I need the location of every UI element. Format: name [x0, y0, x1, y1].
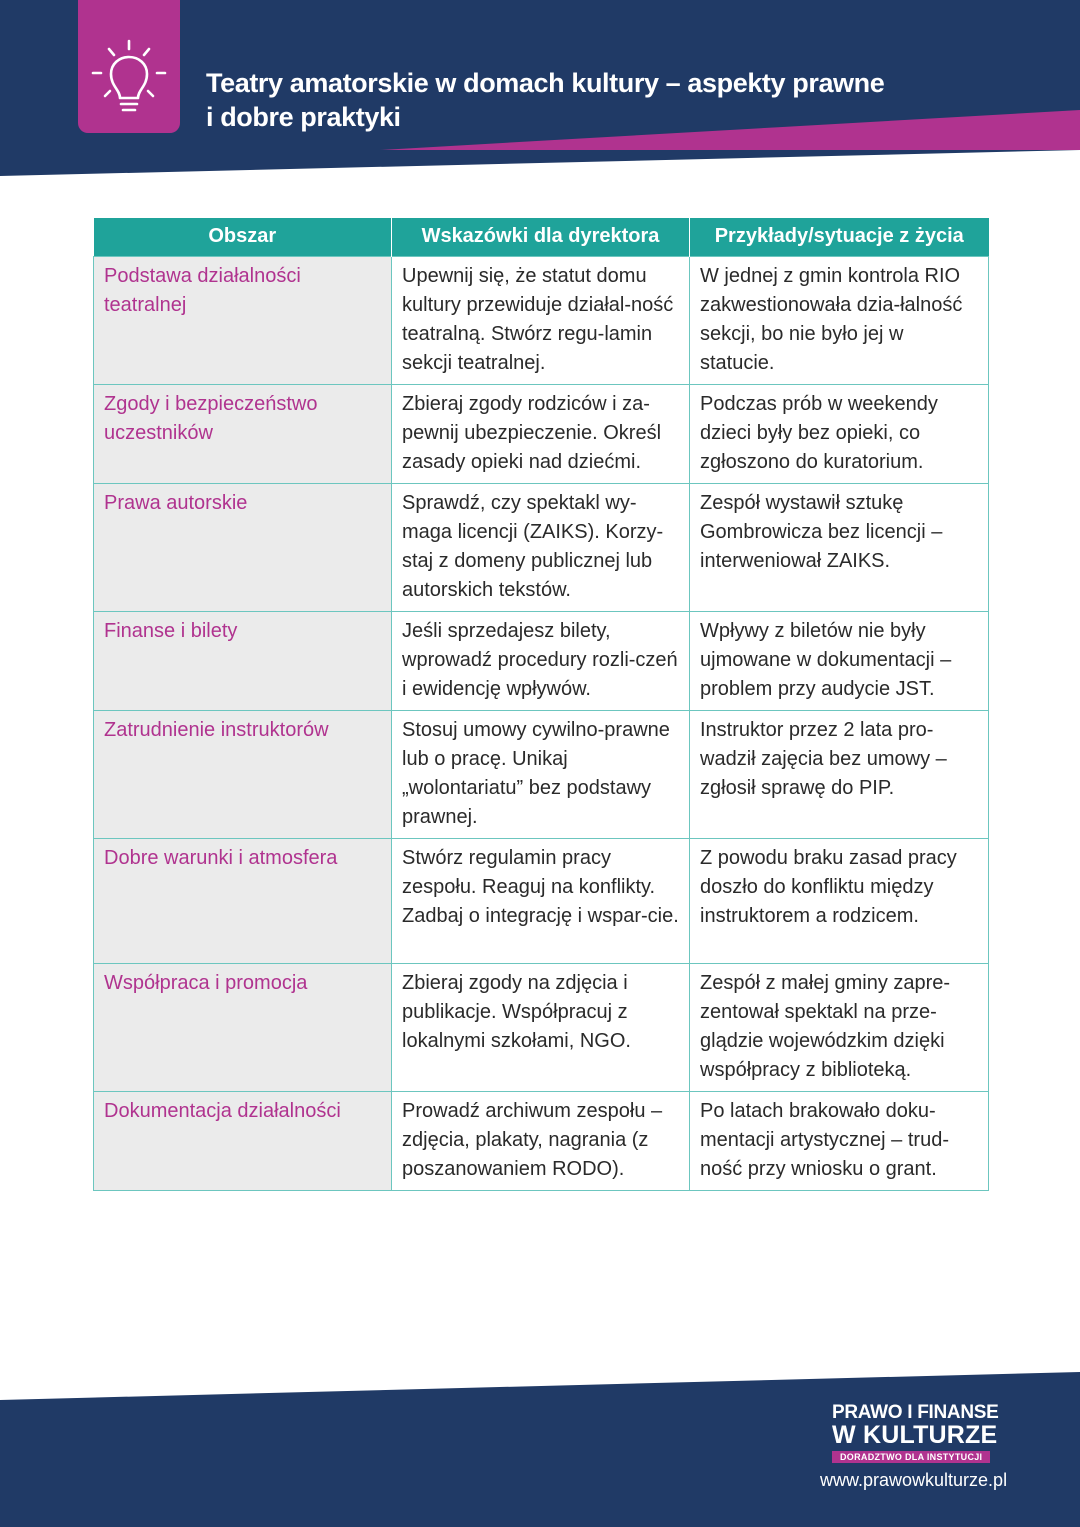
- table-row: [94, 256, 989, 384]
- table-header-row: [94, 218, 989, 256]
- example-cell: W jednej z gmin kontrola RIO zakwestionowała dzia-łalność sekcji, bo nie było jej w statucie.: [690, 256, 989, 384]
- tip-cell: Stwórz regulamin pracy zespołu. Reaguj na konflikty. Zadbaj o integrację i wspar-cie.: [392, 838, 690, 963]
- page-title-line-2: i dobre praktyki: [206, 102, 401, 132]
- column-header-tips: Wskazówki dla dyrektora: [392, 218, 690, 256]
- table-row: [94, 611, 989, 710]
- tip-cell: Zbieraj zgody na zdjęcia i publikacje. Współpracuj z lokalnymi szkołami, NGO.: [392, 963, 690, 1091]
- table-row: [94, 384, 989, 483]
- tip-cell: Zbieraj zgody rodziców i za-pewnij ubezpieczenie. Określ zasady opieki nad dziećmi.: [392, 384, 690, 483]
- page-title: [206, 66, 966, 134]
- table-row: [94, 838, 989, 963]
- page-title-line-1: Teatry amatorskie w domach kultury – aspekty prawne: [206, 68, 885, 98]
- tip-cell: Prowadź archiwum zespołu – zdjęcia, plakaty, nagrania (z poszanowaniem RODO).: [392, 1091, 690, 1190]
- tip-cell: Sprawdź, czy spektakl wy-maga licencji (ZAIKS). Korzy-staj z domeny publicznej lub autorskich tekstów.: [392, 483, 690, 611]
- brand-line-2: W KULTURZE: [832, 1421, 998, 1449]
- brand-tagline: DORADZTWO DLA INSTYTUCJI: [832, 1451, 990, 1463]
- example-cell: Wpływy z biletów nie były ujmowane w dokumentacji – problem przy audycie JST.: [690, 611, 989, 710]
- area-cell: Zatrudnienie instruktorów: [94, 710, 392, 838]
- example-cell: Z powodu braku zasad pracy doszło do konfliktu między instruktorem a rodzicem.: [690, 838, 989, 963]
- example-cell: Zespół z małej gminy zapre-zentował spektakl na prze-glądzie wojewódzkim dzięki współpracy z biblioteką.: [690, 963, 989, 1091]
- area-cell: Zgody i bezpieczeństwo uczestników: [94, 384, 392, 483]
- table-row: [94, 1091, 989, 1190]
- brand-line-1: PRAWO I FINANSE: [832, 1402, 999, 1423]
- example-cell: Zespół wystawił sztukę Gombrowicza bez licencji – interweniował ZAIKS.: [690, 483, 989, 611]
- area-cell: Finanse i bilety: [94, 611, 392, 710]
- tip-cell: Upewnij się, że statut domu kultury przewiduje działal-ność teatralną. Stwórz regu-lamin sekcji teatralnej.: [392, 256, 690, 384]
- table-row: [94, 483, 989, 611]
- area-cell: Podstawa działalności teatralnej: [94, 256, 392, 384]
- header-icon-box: [78, 0, 180, 133]
- area-cell: Dobre warunki i atmosfera: [94, 838, 392, 963]
- area-cell: Prawa autorskie: [94, 483, 392, 611]
- example-cell: Instruktor przez 2 lata pro-wadził zajęcia bez umowy – zgłosił sprawę do PIP.: [690, 710, 989, 838]
- column-header-examples: Przykłady/sytuacje z życia: [690, 218, 989, 256]
- table-row: [94, 963, 989, 1091]
- website-link[interactable]: www.prawowkulturze.pl: [820, 1470, 1008, 1490]
- guidance-table: [93, 218, 988, 1191]
- example-cell: Po latach brakowało doku-mentacji artystycznej – trud-ność przy wniosku o grant.: [690, 1091, 989, 1190]
- tip-cell: Stosuj umowy cywilno-prawne lub o pracę. Unikaj „wolontariatu” bez podstawy prawnej.: [392, 710, 690, 838]
- lightbulb-icon: [78, 0, 180, 133]
- table-row: [94, 710, 989, 838]
- tip-cell: Jeśli sprzedajesz bilety, wprowadź procedury rozli-czeń i ewidencję wpływów.: [392, 611, 690, 710]
- column-header-area: Obszar: [94, 218, 392, 256]
- example-cell: Podczas prób w weekendy dzieci były bez opieki, co zgłoszono do kuratorium.: [690, 384, 989, 483]
- area-cell: Współpraca i promocja: [94, 963, 392, 1091]
- area-cell: Dokumentacja działalności: [94, 1091, 392, 1190]
- brand-logo: [832, 1403, 1004, 1465]
